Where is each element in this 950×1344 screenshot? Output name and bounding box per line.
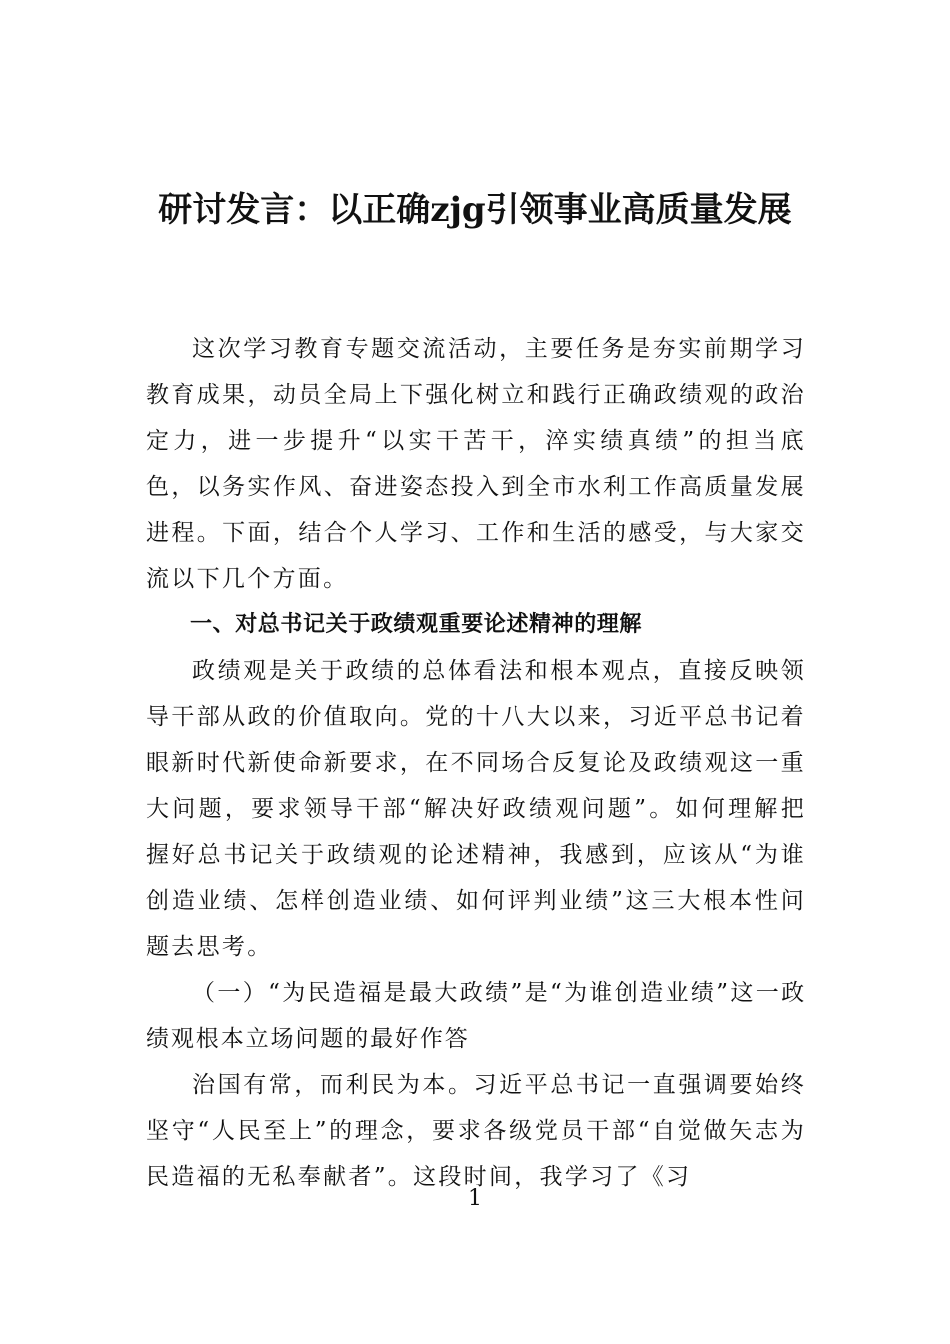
body-paragraph: 治国有常，而利民为本。习近平总书记一直强调要始终坚守“人民至上”的理念，要求各级党员干部“自觉做矢志为民造福的无私奉献者”。这段时间，我学习了《习 [146, 1072, 806, 1190]
subsection-heading: （一）“为民造福是最大政绩”是“为谁创造业绩”这一政绩观根本立场问题的最好作答 [146, 980, 806, 1052]
body-paragraph: 政绩观是关于政绩的总体看法和根本观点，直接反映领导干部从政的价值取向。党的十八大以来，习近平总书记着眼新时代新使命新要求，在不同场合反复论及政绩观这一重大问题，要求领导干部“解决好政绩观问题”。如何理解把握好总书记关于政绩观的论述精神，我感到，应该从“为谁创造业绩、怎样创造业绩、如何评判业绩”这三大根本性问题去思考。 [146, 658, 806, 960]
section-heading: 一、对总书记关于政绩观重要论述精神的理解 [190, 612, 643, 637]
page-number: 1 [468, 1186, 482, 1211]
document-title: 研讨发言：以正确zjg引领事业高质量发展 [158, 190, 792, 230]
intro-paragraph: 这次学习教育专题交流活动，主要任务是夯实前期学习教育成果，动员全局上下强化树立和践行正确政绩观的政治定力，进一步提升“以实干苦干，淬实绩真绩”的担当底色，以务实作风、奋进姿态投入到全市水利工作高质量发展进程。下面，结合个人学习、工作和生活的感受，与大家交流以下几个方面。 [146, 336, 806, 592]
document-body [146, 326, 806, 1200]
